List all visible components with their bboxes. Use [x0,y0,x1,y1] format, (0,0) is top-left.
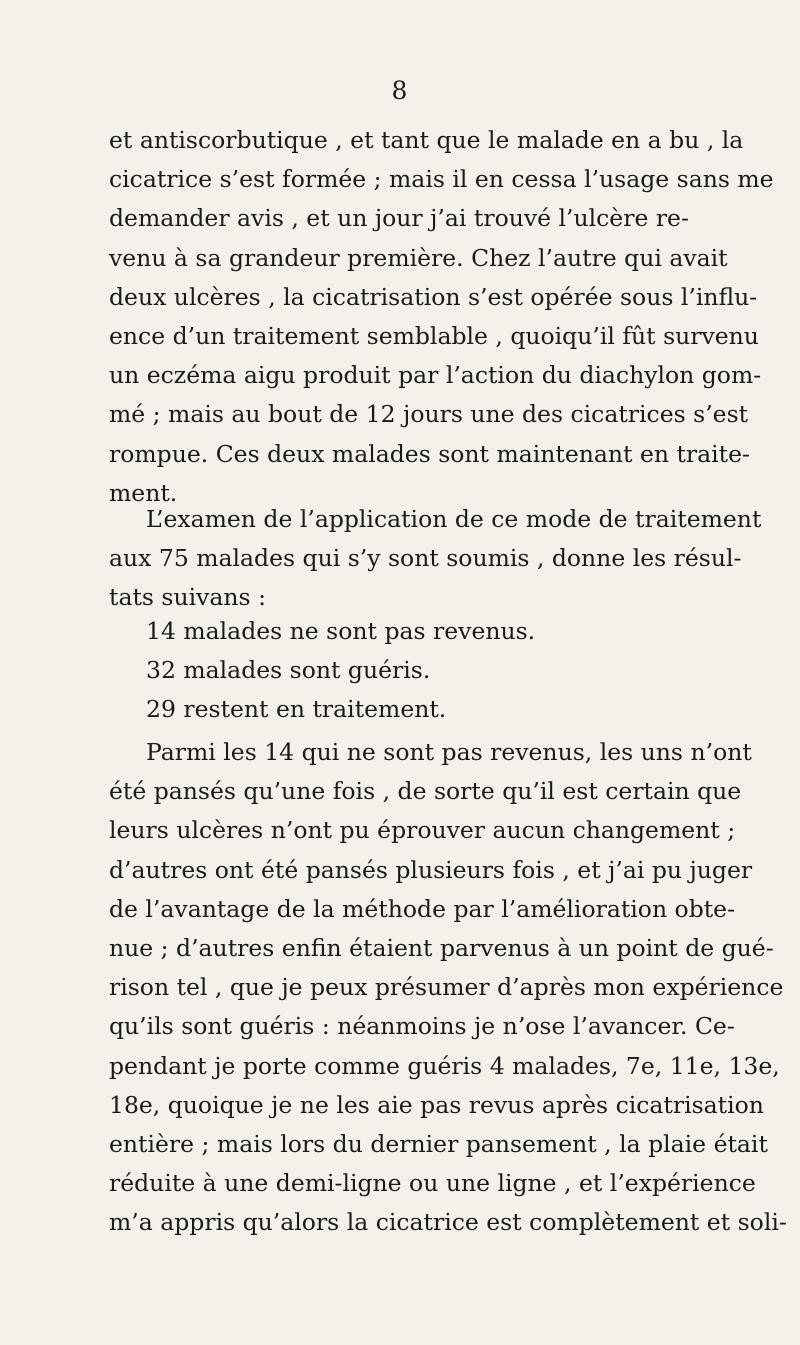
text-line: nue ; d’autres enfin étaient parvenus à un point de gué- [109,934,774,963]
text-line: de l’avantage de la méthode par l’amélioration obte- [109,894,736,923]
text-line: qu’ils sont guéris : néanmoins je n’ose l’avancer. Ce- [109,1012,735,1041]
text-line: entière ; mais lors du dernier pansement , la plaie était [109,1130,768,1159]
text-line: tats suivans : [109,583,267,612]
text-line: 18e, quoique je ne les aie pas revus après cicatrisation [109,1090,764,1119]
text-line: un eczéma aigu produit par l’action du diachylon gom- [109,361,762,390]
text-line: réduite à une demi-ligne ou une ligne , et l’expérience [109,1169,756,1198]
list-item: 29 restent en traitement. [146,695,447,723]
list-item: 14 malades ne sont pas revenus. [146,617,536,645]
results-list [146,612,535,729]
text-line: aux 75 malades qui s’y sont soumis , donne les résul- [109,544,742,573]
text-line: cicatrice s’est formée ; mais il en cessa l’usage sans me [109,165,774,194]
text-line: rompue. Ces deux malades sont maintenant en traite- [109,439,750,468]
page-number: 8 [391,76,409,105]
text-line: leurs ulcères n’ont pu éprouver aucun changement ; [109,816,736,845]
text-line: demander avis , et un jour j’ai trouvé l’ulcère re- [109,204,689,233]
text-line: et antiscorbutique , et tant que le malade en a bu , la [109,126,744,154]
text-line: deux ulcères , la cicatrisation s’est opérée sous l’influ- [109,282,758,311]
paragraph-parmi [109,733,787,1243]
paragraph-examen [109,500,762,618]
text-line: rison tel , que je peux présumer d’après mon expérience [109,973,784,1002]
list-item: 32 malades sont guéris. [146,656,431,684]
text-line: L’examen de l’application de ce mode de traitement [146,505,762,533]
text-line: ence d’un traitement semblable , quoiqu’il fût survenu [109,322,759,351]
text-line: ment. [109,478,178,507]
paragraph-continuation [109,121,774,513]
text-line: pendant je porte comme guéris 4 malades, 7e, 11e, 13e, [109,1051,780,1080]
text-line: Parmi les 14 qui ne sont pas revenus, les uns n’ont [146,738,752,766]
text-line: d’autres ont été pansés plusieurs fois , et j’ai pu juger [109,855,753,884]
text-line: mé ; mais au bout de 12 jours une des cicatrices s’est [109,400,749,429]
text-line: m’a appris qu’alors la cicatrice est complètement et soli- [109,1208,787,1237]
text-line: été pansés qu’une fois , de sorte qu’il est certain que [109,777,742,806]
text-line: venu à sa grandeur première. Chez l’autre qui avait [109,243,728,272]
